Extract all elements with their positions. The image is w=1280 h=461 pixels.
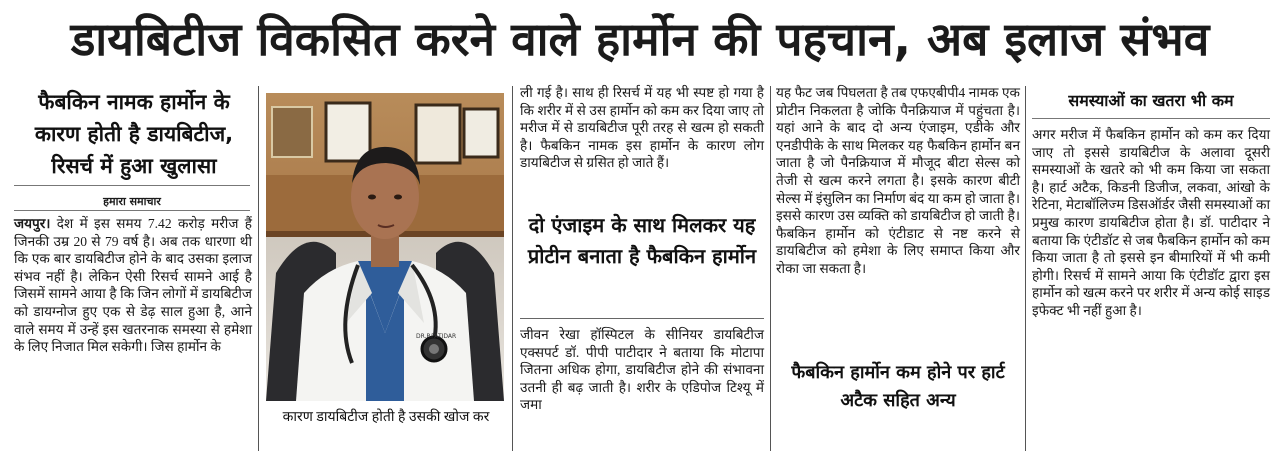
photo-caption: कारण डायबिटीज होती है उसकी खोज कर xyxy=(282,410,490,425)
col4-subhead: समस्याओं का खतरा भी कम xyxy=(1068,91,1234,110)
col2-top-text: ली गई है। साथ ही रिसर्च में यह भी स्पष्ट हो गया है कि शरीर में से उस हार्मोन को कम कर दिया जाए तो मरीज में से डायबिटीज पूरी तरह से खत्म हो सकती है। फैबकिन नामक इस हार्मोन के कारण लोग डायबिटीज से ग्रसित हो जाते हैं। xyxy=(520,85,764,171)
doctor-illustration xyxy=(266,93,504,401)
col1-body xyxy=(14,215,252,356)
col4-text: अगर मरीज में फैबकिन हार्मोन को कम कर दिया जाए तो इससे डायबिटीज के अलावा दूसरी समस्याओं के खतरे को भी कम किया जा सकता है। हार्ट अटैक, किडनी डिजीज, लकवा, आंखो के रेटिना, मेटाबॉलिज्म डिसऑर्डर जैसी समस्याओं का प्रमुख कारण डायबिटीज होता है। डॉ. पाटीदार ने बताया कि एंटीडॉट से जब फैबकिन हार्मोन को कम किया जाता है तो इससे इन बीमारियों में भी कमी होगी। रिसर्च में सामने आया कि एंटीडॉट द्वारा इस हार्मोन को खत्म करने पर शरीर में अन्य कोई साइड इफेक्ट भी नहीं हुआ है। xyxy=(1032,127,1270,318)
col3-subhead: फैबकिन हार्मोन कम होने पर हार्ट अटैक सहित अन्य xyxy=(791,362,1005,411)
col1-source: हमारा समाचार xyxy=(103,195,161,208)
col4-rule xyxy=(1032,118,1270,119)
col1-subhead: फैबकिन नामक हार्मोन के कारण होती है डायबिटीज, रिसर्च में हुआ खुलासा xyxy=(34,90,234,178)
coat-label: DR.P.PATIDAR xyxy=(416,333,457,340)
col2-bottom-text: जीवन रेखा हॉस्पिटल के सीनियर डायबिटीज एक्सपर्ट डॉ. पीपी पाटीदार ने बताया कि मोटापा जितना अधिक होगा, डायबिटीज होने की संभावना उतनी ही बढ़ जाती है। शरीर के एडिपोज टिश्यू में जमा xyxy=(520,327,764,413)
divider-1 xyxy=(258,86,259,451)
headline: डायबिटीज विकसित करने वाले हार्मोन की पहचान, अब इलाज संभव xyxy=(70,12,1210,66)
col3-text: यह फैट जब पिघलता है तब एफएबीपी4 नामक एक प्रोटीन निकलता है जोकि पैनक्रियाज में पहुंचता है। यहां आने के बाद दो अन्य एंजाइम, एडीके और एनडीपीके के साथ मिलकर यह फैबकिन हार्मोन बन जाता है जो पैनक्रियाज में मौजूद बीटा सेल्स को तेजी से खत्म करने लगता है। इसके कारण बीटी सेल्स में इंसुलिन का निर्माण बंद या कम हो जाता है। इससे कारण उस व्यक्ति को डायबिटीज हो जाती है। फैबकिन हार्मोन को एंटीडाट से नष्ट करने से डायबिटीज को हमेशा के लिए समाप्त किया और रोका जा सकता है। xyxy=(776,85,1020,276)
divider-2 xyxy=(512,86,513,451)
divider-3 xyxy=(770,86,771,451)
col2-subhead: दो एंजाइम के साथ मिलकर यह प्रोटीन बनाता है फैबकिन हार्मोन xyxy=(527,213,757,268)
col2-rule xyxy=(520,318,764,319)
col1-rule-top xyxy=(14,185,250,186)
col1-rule-bottom xyxy=(14,210,250,211)
dateline: जयपुर। xyxy=(14,216,51,231)
col1-body-text: देश में इस समय 7.42 करोड़ मरीज हैं जिनकी उम्र 20 से 79 वर्ष है। अब तक धारणा थी कि एक बार डायबिटीज होने के बाद उसका इलाज संभव नहीं है। लेकिन ऐसी रिसर्च सामने आई है जिसमें सामने आया है कि जिन लोगों में डायबिटीज को डायग्नोज हुए एक से डेढ़ साल हुआ है, आने वाले समय में उन्हें इस खतरनाक समस्या से हमेशा के लिए निजात मिल सकेगी। जिस हार्मोन के xyxy=(14,216,252,355)
divider-4 xyxy=(1025,86,1026,451)
doctor-photo xyxy=(266,93,504,401)
